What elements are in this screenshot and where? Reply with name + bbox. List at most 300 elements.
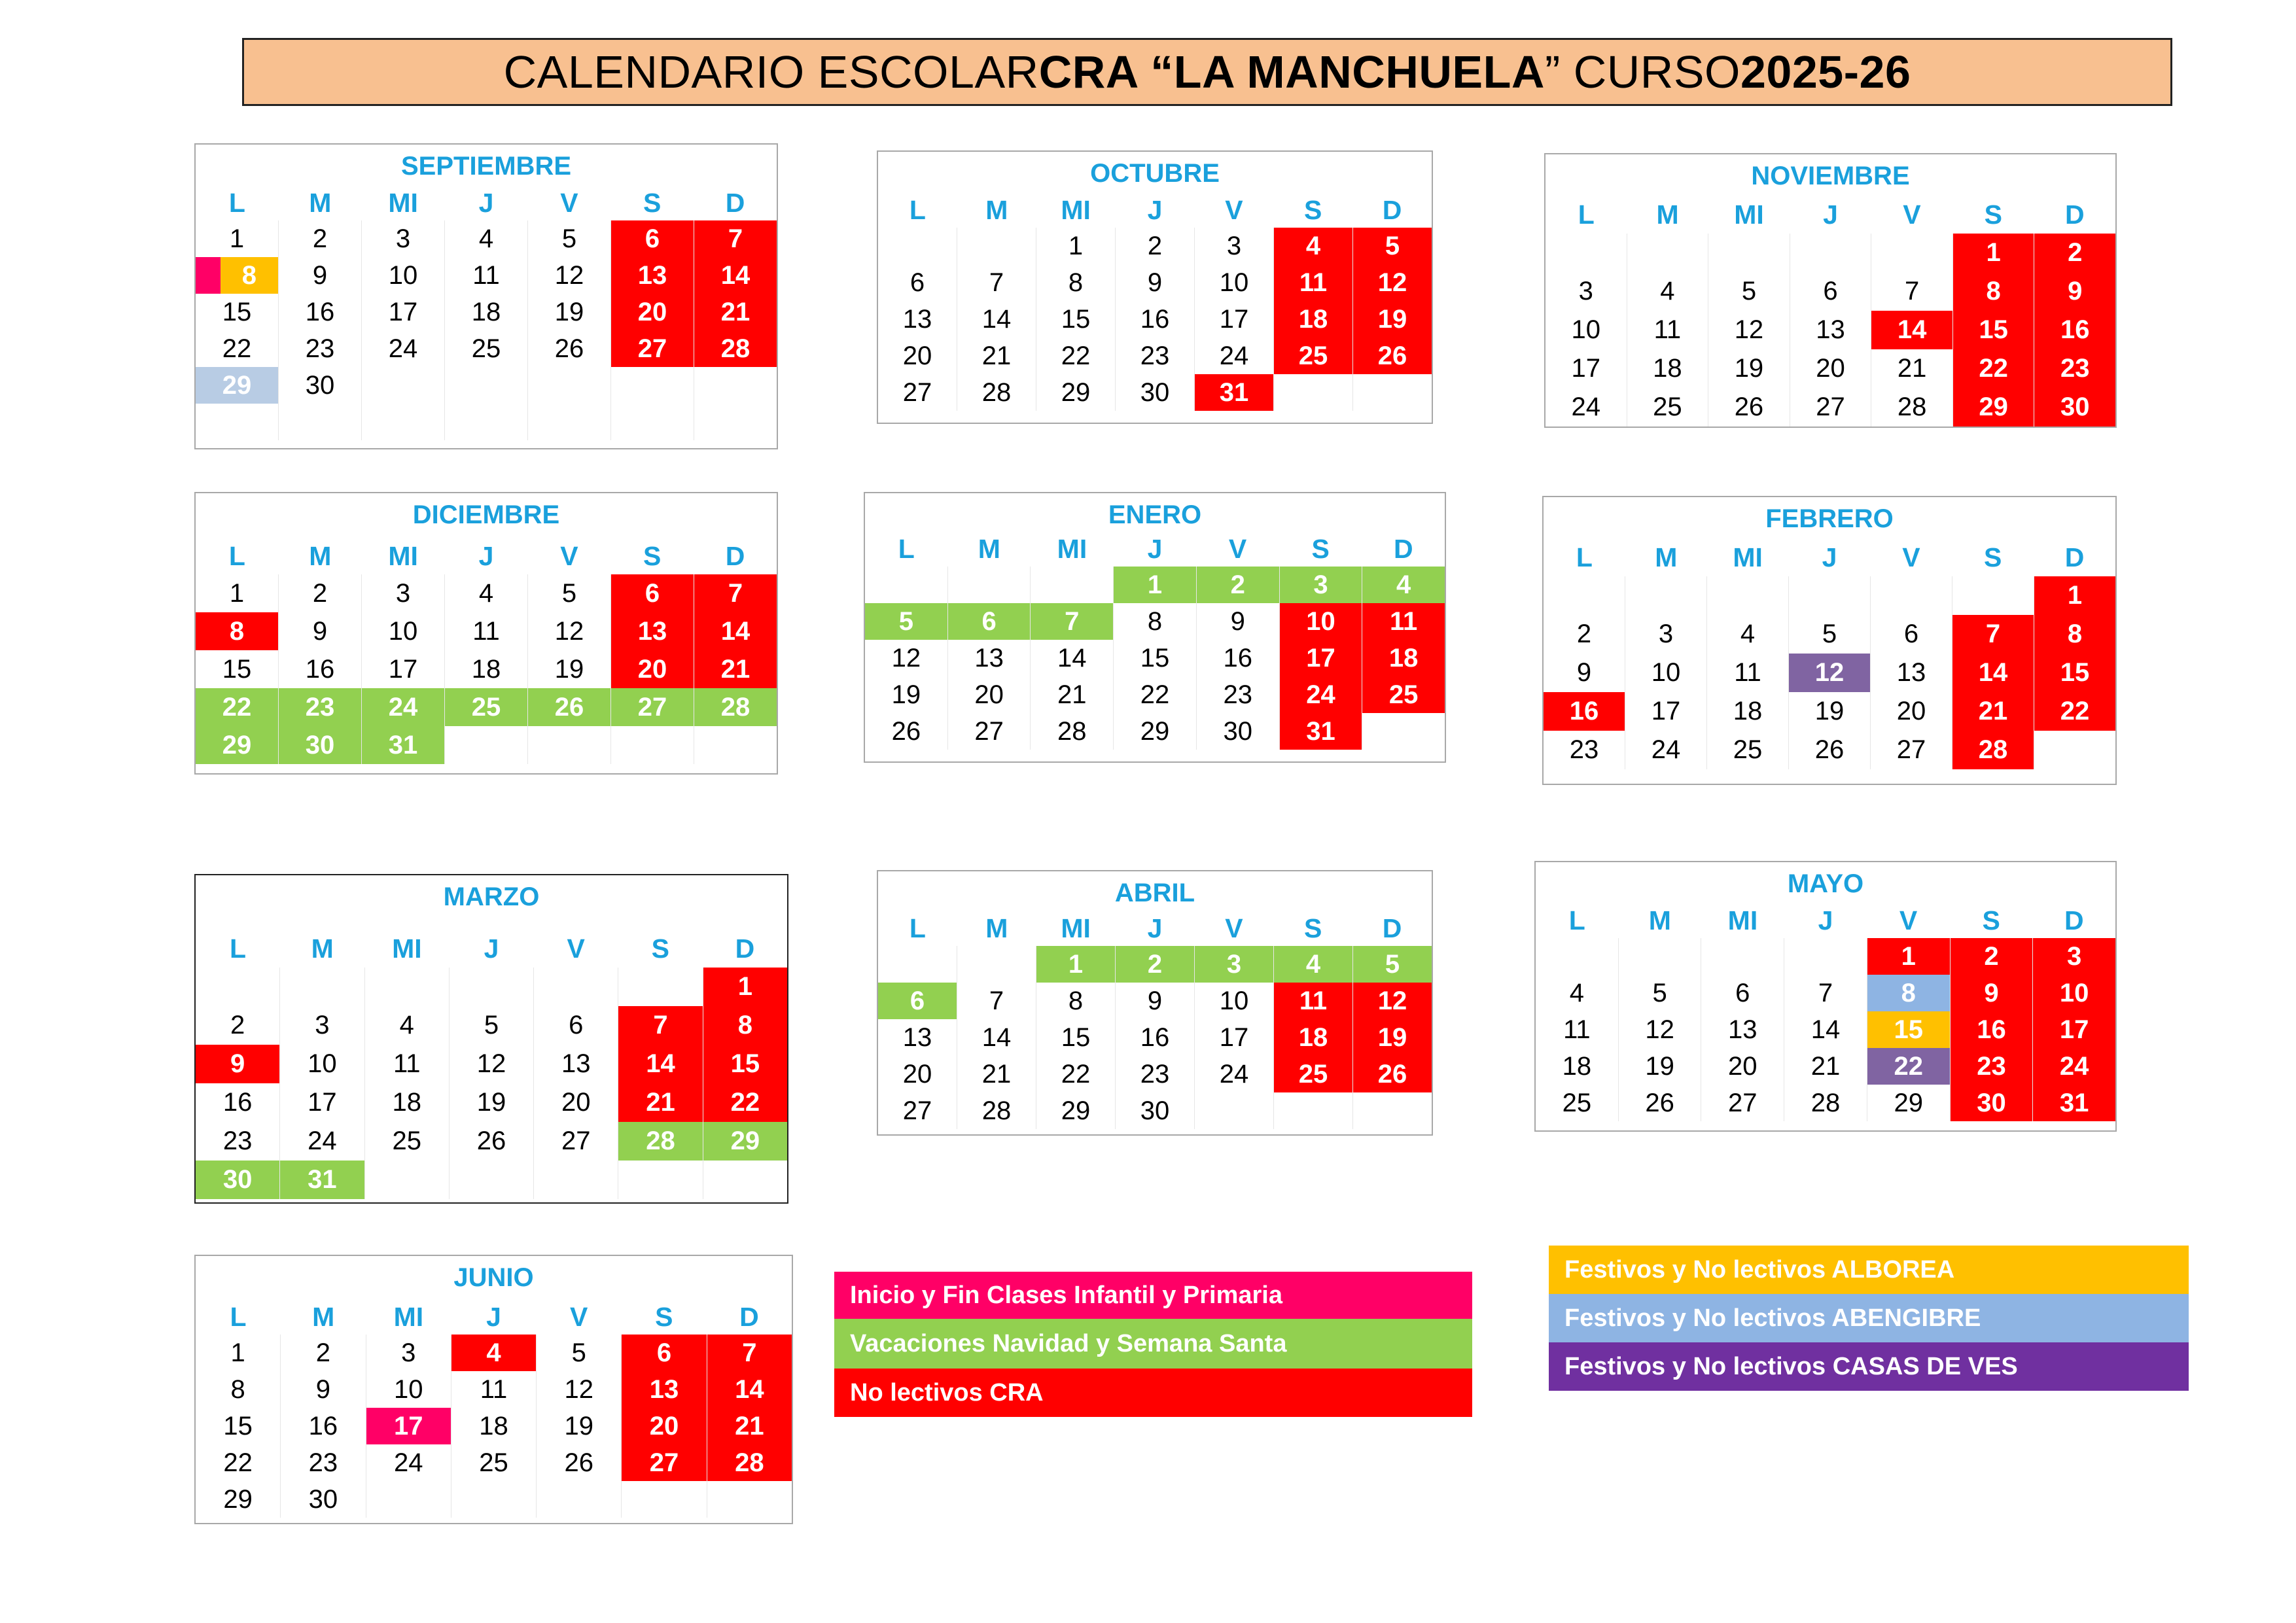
weekday-header: M bbox=[978, 533, 1000, 564]
day-cell: 11 bbox=[445, 257, 528, 294]
day-cell: 14 bbox=[1784, 1011, 1867, 1048]
week-row bbox=[196, 612, 777, 650]
day-cell: 16 bbox=[1116, 301, 1195, 338]
week-row bbox=[878, 338, 1432, 374]
day-cell: 31 bbox=[280, 1161, 364, 1199]
legend-abengibre bbox=[1549, 1294, 2189, 1342]
day-cell: 18 bbox=[445, 650, 528, 688]
day-cell: 11 bbox=[1362, 603, 1445, 640]
day-cell: 2 bbox=[279, 574, 362, 612]
weekday-header: V bbox=[1903, 200, 1921, 230]
weekday-header: S bbox=[1982, 905, 2000, 935]
day-cell: 21 bbox=[1784, 1048, 1867, 1085]
day-cell: 20 bbox=[948, 676, 1031, 713]
day-cell: 8 bbox=[1036, 983, 1116, 1019]
day-cell: 5 bbox=[865, 603, 948, 640]
day-cell: 6 bbox=[1790, 272, 1872, 311]
day-cell: 3 bbox=[362, 574, 445, 612]
day-cell: 13 bbox=[611, 257, 694, 294]
day-cell: 25 bbox=[1362, 676, 1445, 713]
day-cell: 12 bbox=[537, 1371, 622, 1408]
day-cell: 8 bbox=[703, 1006, 787, 1045]
empty-cell bbox=[948, 567, 1031, 603]
day-cell: 6 bbox=[611, 220, 694, 257]
day-cell: 22 bbox=[1867, 1048, 1951, 1085]
day-cell: 1 bbox=[196, 574, 279, 612]
day-cell: 11 bbox=[1274, 264, 1353, 301]
day-cell: 18 bbox=[1274, 1019, 1353, 1056]
day-cell: 16 bbox=[1544, 692, 1625, 731]
day-cell: 13 bbox=[1790, 311, 1872, 349]
empty-cell bbox=[694, 404, 777, 440]
day-cell: 10 bbox=[362, 257, 445, 294]
day-cell: 19 bbox=[865, 676, 948, 713]
day-cell: 23 bbox=[1544, 731, 1625, 769]
day-cell: 1 bbox=[1953, 234, 2035, 272]
day-cell: 9 bbox=[279, 612, 362, 650]
week-row bbox=[196, 1083, 787, 1122]
day-cell: 2 bbox=[1197, 567, 1280, 603]
empty-cell bbox=[707, 1481, 792, 1518]
day-cell: 2 bbox=[1116, 946, 1195, 983]
week-row bbox=[1536, 975, 2115, 1011]
day-cell: 11 bbox=[1707, 654, 1789, 692]
weekday-header: M bbox=[985, 194, 1008, 225]
day-cell: 9 bbox=[196, 1045, 280, 1083]
empty-cell bbox=[534, 968, 618, 1006]
day-cell: 26 bbox=[1619, 1085, 1702, 1121]
day-cell: 18 bbox=[445, 294, 528, 330]
empty-cell bbox=[362, 367, 445, 404]
day-cell: 28 bbox=[618, 1122, 703, 1161]
weekday-header: J bbox=[1147, 194, 1163, 225]
day-cell: 2 bbox=[279, 220, 362, 257]
empty-cell bbox=[196, 968, 280, 1006]
day-cell: 14 bbox=[694, 612, 777, 650]
month-name: MARZO bbox=[443, 882, 540, 911]
day-cell: 15 bbox=[1953, 311, 2035, 349]
day-cell: 1 bbox=[1036, 228, 1116, 264]
week-row bbox=[196, 574, 777, 612]
weekday-header: L bbox=[230, 934, 247, 964]
day-cell: 14 bbox=[618, 1045, 703, 1083]
empty-cell bbox=[1789, 576, 1871, 615]
day-cell: 18 bbox=[451, 1408, 537, 1444]
day-cell: 16 bbox=[279, 650, 362, 688]
weekday-header: M bbox=[1655, 542, 1678, 572]
day-cell: 1 bbox=[196, 220, 279, 257]
weekday-header: D bbox=[2064, 542, 2085, 572]
day-cell: 9 bbox=[281, 1371, 366, 1408]
empty-cell bbox=[1274, 374, 1353, 411]
day-cell: 12 bbox=[1619, 1011, 1702, 1048]
week-row bbox=[878, 983, 1432, 1019]
day-cell: 24 bbox=[280, 1122, 364, 1161]
day-cell: 8 bbox=[196, 612, 279, 650]
empty-cell bbox=[1536, 938, 1619, 975]
day-cell: 8 bbox=[1867, 975, 1951, 1011]
weekday-header: D bbox=[1393, 533, 1413, 564]
day-cell: 12 bbox=[1353, 264, 1432, 301]
day-cell: 8 bbox=[196, 1371, 281, 1408]
weekday-header: V bbox=[1225, 194, 1243, 225]
day-cell: 25 bbox=[365, 1122, 450, 1161]
day-cell: 26 bbox=[1708, 388, 1790, 427]
week-row bbox=[865, 640, 1445, 676]
day-cell: 13 bbox=[622, 1371, 707, 1408]
day-cell: 27 bbox=[1790, 388, 1872, 427]
legend-label: Inicio y Fin Clases Infantil y Primaria bbox=[850, 1281, 1282, 1309]
month-noviembre bbox=[1544, 153, 2117, 428]
day-cell: 17 bbox=[1195, 1019, 1274, 1056]
weekday-header: M bbox=[309, 187, 332, 218]
day-cell: 21 bbox=[707, 1408, 792, 1444]
day-cell: 13 bbox=[948, 640, 1031, 676]
day-cell: 23 bbox=[279, 330, 362, 367]
day-cell: 2 bbox=[1116, 228, 1195, 264]
empty-cell bbox=[1353, 374, 1432, 411]
day-cell: 13 bbox=[1871, 654, 1952, 692]
day-cell: 26 bbox=[450, 1122, 534, 1161]
day-cell: 8 bbox=[1036, 264, 1116, 301]
day-cell: 15 bbox=[1036, 301, 1116, 338]
week-row bbox=[196, 1481, 792, 1518]
weekday-header: MI bbox=[393, 1301, 424, 1332]
weekday-header: V bbox=[560, 540, 578, 571]
day-cell: 20 bbox=[622, 1408, 707, 1444]
day-cell: 7 bbox=[694, 574, 777, 612]
weekday-header: J bbox=[1822, 542, 1837, 572]
day-cell: 27 bbox=[878, 1092, 957, 1129]
empty-cell bbox=[280, 968, 364, 1006]
day-cell: 4 bbox=[445, 574, 528, 612]
day-cell: 20 bbox=[1871, 692, 1952, 731]
day-cell: 18 bbox=[1707, 692, 1789, 731]
day-cell: 22 bbox=[196, 688, 279, 726]
week-row bbox=[1545, 272, 2115, 311]
empty-cell bbox=[2034, 731, 2115, 769]
weekday-header: S bbox=[1984, 200, 2002, 230]
day-cell: 16 bbox=[1197, 640, 1280, 676]
weekday-header-row bbox=[878, 192, 1432, 228]
day-cell: 5 bbox=[1789, 615, 1871, 654]
day-cell: 11 bbox=[1536, 1011, 1619, 1048]
day-cell: 31 bbox=[1280, 713, 1363, 750]
day-cell: 26 bbox=[528, 688, 611, 726]
week-row bbox=[865, 567, 1445, 603]
empty-cell bbox=[1544, 576, 1625, 615]
day-cell: 12 bbox=[528, 257, 611, 294]
day-cell: 25 bbox=[445, 688, 528, 726]
day-cell: 22 bbox=[2034, 692, 2115, 731]
weekday-header: L bbox=[898, 533, 915, 564]
day-cell: 2 bbox=[2034, 234, 2115, 272]
weekday-header: L bbox=[1576, 542, 1593, 572]
week-row bbox=[1544, 615, 2115, 654]
day-cell: 30 bbox=[1116, 1092, 1195, 1129]
day-cell: 7 bbox=[707, 1335, 792, 1371]
weekday-header: M bbox=[985, 913, 1008, 943]
weekday-header-row bbox=[1544, 539, 2115, 576]
month-name: ABRIL bbox=[1114, 878, 1195, 907]
day-cell: 23 bbox=[1951, 1048, 2034, 1085]
weekday-header-row bbox=[196, 1299, 792, 1335]
empty-cell bbox=[279, 404, 362, 440]
day-cell: 19 bbox=[528, 294, 611, 330]
week-row bbox=[196, 367, 777, 404]
day-cell: 8 bbox=[2034, 615, 2115, 654]
day-cell: 21 bbox=[1952, 692, 2034, 731]
day-cell: 5 bbox=[528, 574, 611, 612]
day-cell: 11 bbox=[365, 1045, 450, 1083]
empty-cell bbox=[1627, 234, 1709, 272]
day-cell: 26 bbox=[537, 1444, 622, 1481]
empty-cell bbox=[1031, 567, 1114, 603]
empty-cell bbox=[1707, 576, 1789, 615]
month-diciembre bbox=[194, 492, 778, 775]
weekday-header: M bbox=[311, 934, 334, 964]
day-cell: 16 bbox=[196, 1083, 280, 1122]
empty-cell bbox=[196, 404, 279, 440]
day-cell: 21 bbox=[1031, 676, 1114, 713]
day-cell: 24 bbox=[1545, 388, 1627, 427]
day-cell: 7 bbox=[1784, 975, 1867, 1011]
day-cell: 3 bbox=[362, 220, 445, 257]
day-cell: 25 bbox=[445, 330, 528, 367]
day-cell: 22 bbox=[1114, 676, 1197, 713]
day-cell: 14 bbox=[694, 257, 777, 294]
week-row bbox=[1536, 1048, 2115, 1085]
weekday-header: S bbox=[643, 540, 662, 571]
week-row bbox=[196, 1408, 792, 1444]
day-cell: 22 bbox=[703, 1083, 787, 1122]
week-row bbox=[878, 1019, 1432, 1056]
empty-cell bbox=[865, 567, 948, 603]
week-row bbox=[878, 264, 1432, 301]
day-cell: 30 bbox=[1951, 1085, 2034, 1121]
weekday-header: L bbox=[228, 187, 245, 218]
day-cell: 10 bbox=[366, 1371, 451, 1408]
month-name: NOVIEMBRE bbox=[1751, 161, 1910, 190]
day-cell: 30 bbox=[281, 1481, 366, 1518]
day-cell: 6 bbox=[878, 983, 957, 1019]
day-cell: 21 bbox=[957, 1056, 1036, 1092]
month-octubre bbox=[877, 150, 1433, 424]
day-cell: 5 bbox=[1353, 228, 1432, 264]
week-row bbox=[196, 1006, 787, 1045]
day-cell: 11 bbox=[1274, 983, 1353, 1019]
month-febrero bbox=[1542, 496, 2117, 785]
week-row bbox=[196, 220, 777, 257]
day-cell: 1 bbox=[196, 1335, 281, 1371]
day-cell: 29 bbox=[1036, 1092, 1116, 1129]
day-cell: 5 bbox=[450, 1006, 534, 1045]
weekday-header: J bbox=[484, 934, 499, 964]
empty-cell bbox=[445, 726, 528, 764]
day-cell: 18 bbox=[1274, 301, 1353, 338]
empty-cell bbox=[957, 946, 1036, 983]
day-cell: 3 bbox=[1280, 567, 1363, 603]
day-cell: 15 bbox=[2034, 654, 2115, 692]
day-cell: 19 bbox=[537, 1408, 622, 1444]
day-cell: 27 bbox=[611, 330, 694, 367]
weekday-header: J bbox=[1823, 200, 1838, 230]
day-cell: 20 bbox=[611, 650, 694, 688]
day-cell: 28 bbox=[707, 1444, 792, 1481]
empty-cell bbox=[694, 726, 777, 764]
day-cell: 7 bbox=[1871, 272, 1953, 311]
calendar-title bbox=[242, 38, 2172, 106]
month-junio bbox=[194, 1255, 793, 1524]
day-cell: 1 bbox=[1867, 938, 1951, 975]
day-cell: 19 bbox=[528, 650, 611, 688]
day-cell: 25 bbox=[1707, 731, 1789, 769]
day-cell: 5 bbox=[1708, 272, 1790, 311]
weekday-header-row bbox=[196, 930, 787, 968]
day-cell: 22 bbox=[1036, 1056, 1116, 1092]
start-marker bbox=[196, 257, 221, 294]
day-cell: 7 bbox=[1952, 615, 2034, 654]
week-row bbox=[196, 968, 787, 1006]
week-row bbox=[196, 1335, 792, 1371]
title-mid: ” CURSO bbox=[1544, 46, 1740, 97]
empty-cell bbox=[1625, 576, 1707, 615]
weekday-header: M bbox=[312, 1301, 335, 1332]
day-cell: 5 bbox=[1353, 946, 1432, 983]
day-cell: 30 bbox=[196, 1161, 280, 1199]
day-cell: 15 bbox=[1867, 1011, 1951, 1048]
weekday-header: J bbox=[478, 540, 494, 571]
day-cell: 14 bbox=[957, 1019, 1036, 1056]
empty-cell bbox=[1362, 713, 1445, 750]
day-cell: 5 bbox=[1619, 975, 1702, 1011]
month-name: MAYO bbox=[1787, 869, 1864, 898]
weekday-header: L bbox=[909, 913, 926, 943]
day-cell: 8 bbox=[1114, 603, 1197, 640]
day-cell: 26 bbox=[1353, 338, 1432, 374]
day-cell: 10 bbox=[1195, 983, 1274, 1019]
day-cell: 9 bbox=[1197, 603, 1280, 640]
weekday-header: S bbox=[1984, 542, 2002, 572]
title-year: 2025-26 bbox=[1740, 46, 1911, 97]
weekday-header-row bbox=[878, 911, 1432, 946]
day-cell: 6 bbox=[1871, 615, 1952, 654]
empty-cell bbox=[622, 1481, 707, 1518]
week-row bbox=[878, 228, 1432, 264]
day-cell: 9 bbox=[279, 257, 362, 294]
month-septiembre bbox=[194, 143, 778, 449]
week-row bbox=[1536, 1011, 2115, 1048]
day-cell: 15 bbox=[196, 1408, 281, 1444]
day-cell: 16 bbox=[1116, 1019, 1195, 1056]
week-row bbox=[196, 688, 777, 726]
weekday-header: V bbox=[1228, 533, 1247, 564]
day-cell: 22 bbox=[196, 330, 279, 367]
week-row bbox=[865, 603, 1445, 640]
empty-cell bbox=[1784, 938, 1867, 975]
empty-cell bbox=[528, 726, 611, 764]
day-cell: 16 bbox=[1951, 1011, 2034, 1048]
day-cell: 17 bbox=[1625, 692, 1707, 731]
day-cell: 6 bbox=[948, 603, 1031, 640]
weekday-header: MI bbox=[388, 187, 418, 218]
empty-cell bbox=[450, 1161, 534, 1199]
day-cell: 10 bbox=[362, 612, 445, 650]
day-cell: 4 bbox=[451, 1335, 537, 1371]
day-cell: 14 bbox=[1952, 654, 2034, 692]
legend-no-lectivos-cra bbox=[834, 1369, 1472, 1417]
day-cell: 15 bbox=[1036, 1019, 1116, 1056]
weekday-header: V bbox=[569, 1301, 588, 1332]
day-cell: 17 bbox=[280, 1083, 364, 1122]
weekday-header: M bbox=[309, 540, 332, 571]
day-cell: 19 bbox=[450, 1083, 534, 1122]
day-cell: 30 bbox=[1197, 713, 1280, 750]
day-cell: 31 bbox=[2033, 1085, 2115, 1121]
legend-label: No lectivos CRA bbox=[850, 1378, 1044, 1406]
day-cell: 24 bbox=[362, 330, 445, 367]
day-cell: 5 bbox=[537, 1335, 622, 1371]
weekday-header: S bbox=[651, 934, 669, 964]
empty-cell bbox=[1708, 234, 1790, 272]
day-cell: 30 bbox=[2034, 388, 2115, 427]
day-cell: 1 bbox=[2034, 576, 2115, 615]
day-cell: 28 bbox=[1952, 731, 2034, 769]
day-cell: 4 bbox=[1274, 228, 1353, 264]
empty-cell bbox=[1545, 234, 1627, 272]
day-cell: 30 bbox=[279, 726, 362, 764]
weekday-header: V bbox=[567, 934, 585, 964]
day-cell: 16 bbox=[279, 294, 362, 330]
empty-cell bbox=[1871, 234, 1953, 272]
day-cell: 17 bbox=[1195, 301, 1274, 338]
day-cell: 24 bbox=[1625, 731, 1707, 769]
weekday-header: M bbox=[1648, 905, 1671, 935]
weekday-header: D bbox=[735, 934, 755, 964]
day-cell: 20 bbox=[611, 294, 694, 330]
week-row bbox=[1536, 1085, 2115, 1121]
empty-cell bbox=[450, 968, 534, 1006]
day-cell: 10 bbox=[1195, 264, 1274, 301]
weekday-header: L bbox=[909, 194, 926, 225]
day-cell: 13 bbox=[611, 612, 694, 650]
day-cell: 22 bbox=[1953, 349, 2035, 388]
day-cell: 23 bbox=[1116, 1056, 1195, 1092]
empty-cell bbox=[365, 968, 450, 1006]
week-row bbox=[878, 1056, 1432, 1092]
day-cell: 12 bbox=[1353, 983, 1432, 1019]
day-number: 8 bbox=[221, 257, 278, 294]
day-cell: 21 bbox=[694, 650, 777, 688]
day-cell: 28 bbox=[1031, 713, 1114, 750]
day-cell: 22 bbox=[1036, 338, 1116, 374]
weekday-header: D bbox=[2064, 905, 2084, 935]
weekday-header: S bbox=[1304, 194, 1322, 225]
day-cell: 19 bbox=[1353, 1019, 1432, 1056]
day-cell: 25 bbox=[1536, 1085, 1619, 1121]
day-cell: 28 bbox=[957, 374, 1036, 411]
legend-label: Festivos y No lectivos ABENGIBRE bbox=[1564, 1304, 1981, 1332]
day-cell: 8 bbox=[1953, 272, 2035, 311]
week-row bbox=[1536, 938, 2115, 975]
legend-casas-de-ves bbox=[1549, 1342, 2189, 1391]
day-cell: 11 bbox=[445, 612, 528, 650]
title-school: CRA “LA MANCHUELA bbox=[1038, 46, 1545, 97]
weekday-header: S bbox=[1304, 913, 1322, 943]
empty-cell bbox=[451, 1481, 537, 1518]
day-cell: 3 bbox=[1195, 228, 1274, 264]
day-cell: 23 bbox=[281, 1444, 366, 1481]
